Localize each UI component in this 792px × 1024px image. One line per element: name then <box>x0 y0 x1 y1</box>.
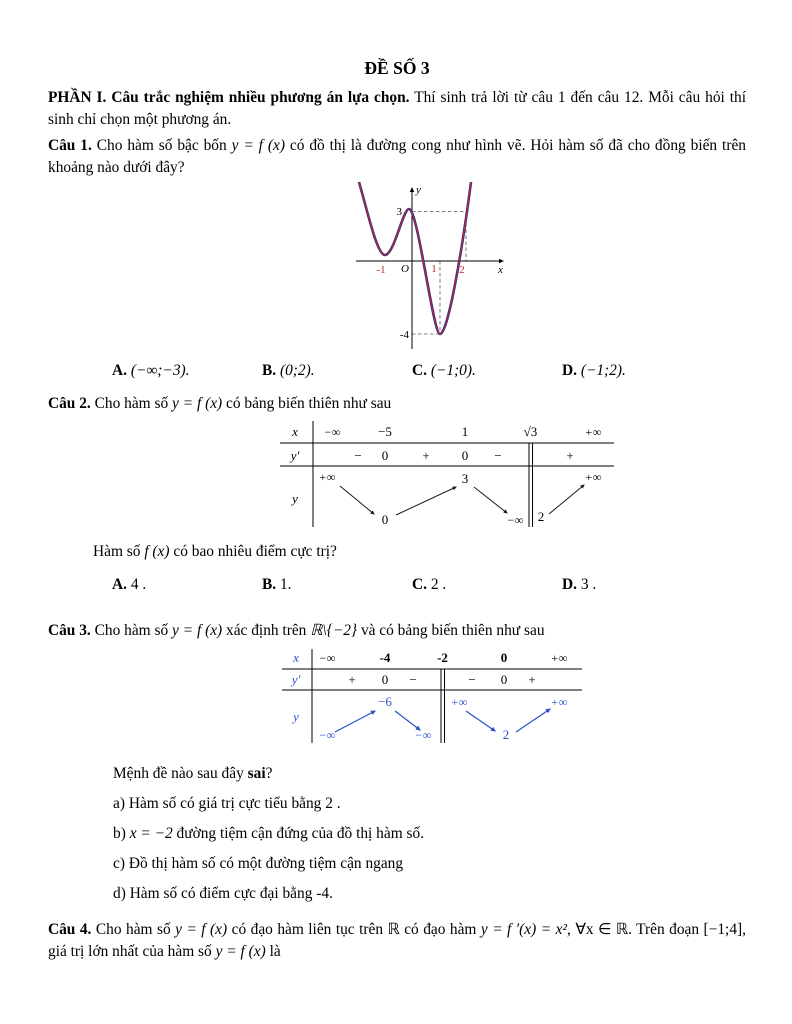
y-val: +∞ <box>318 469 336 484</box>
part1-instructions: Thí sinh trả lời từ câu 1 đến câu 12. Mỗi câu hỏi thí sinh chỉ chọn một phương án. <box>48 89 746 128</box>
question-3-label: Câu 3. <box>48 621 91 639</box>
question-1-text: Cho hàm số bậc bốn <box>96 136 227 154</box>
q1-answers <box>112 360 746 382</box>
q1-answer-c-key: C. <box>412 361 427 379</box>
question-4-text-5: , giá trị lớn nhất của hàm số <box>48 921 747 961</box>
question-4-math: y = f (x) <box>175 921 228 939</box>
y-val: −6 <box>378 694 392 710</box>
row-label-x: x <box>293 650 299 666</box>
y-val: −∞ <box>318 728 336 743</box>
q3-option-b-key: b) <box>113 825 126 843</box>
table-arrows <box>335 709 550 732</box>
q1-answer-a-key: A. <box>112 361 127 379</box>
q2-subquestion <box>93 543 746 561</box>
q1-answer-b <box>262 360 412 382</box>
question-3-text-2: xác định trên <box>226 621 307 639</box>
q3-statement-qmark: ? <box>265 765 273 783</box>
q1-answer-b-key: B. <box>262 361 277 379</box>
q1-answer-a-text: (−∞;−3). <box>130 361 190 379</box>
x-val: +∞ <box>550 651 568 666</box>
question-3-math: y = f (x) <box>172 621 223 639</box>
table-y-values <box>319 470 602 527</box>
y-val: +∞ <box>450 695 468 710</box>
question-4-label: Câu 4. <box>48 921 92 939</box>
q2-subquestion-text: Hàm số <box>93 542 141 560</box>
q2-answer-c-text: 2 . <box>430 575 447 593</box>
q3-option-a-key: a) <box>113 795 125 813</box>
q2-answer-a <box>112 574 262 596</box>
question-3-math-2: ℝ\{−2} <box>310 621 358 639</box>
question-4-text-6: là <box>269 943 281 961</box>
q2-answer-b <box>262 574 412 596</box>
q3-option-c <box>113 855 746 873</box>
q3-option-c-text: Đồ thị hàm số có một đường tiệm cận ngang <box>128 855 404 873</box>
table-x-values <box>324 424 602 439</box>
q2-answer-b-text: 1. <box>279 575 292 593</box>
question-4-text-4: Trên đoạn <box>636 921 700 939</box>
q1-graph-figure <box>348 181 746 353</box>
sign: + <box>528 672 536 688</box>
row-label-y-prime: y′ <box>290 447 300 463</box>
q3-statement-question <box>113 765 746 783</box>
table-y-values <box>319 694 568 742</box>
x-val: 0 <box>500 650 508 666</box>
question-4 <box>48 919 746 963</box>
x-val: −5 <box>378 423 392 439</box>
y-val: 3 <box>461 470 469 486</box>
y-val: +∞ <box>584 469 602 484</box>
q3-variation-table-figure <box>282 647 746 750</box>
sign: 0 <box>461 447 469 463</box>
q1-answer-b-text: (0;2). <box>279 361 315 379</box>
question-2-label: Câu 2. <box>48 395 91 413</box>
x-val: +∞ <box>584 424 602 439</box>
q1-answer-d-key: D. <box>562 361 577 379</box>
q1-answer-c <box>412 360 562 382</box>
q3-option-d <box>113 885 746 903</box>
y-val: 2 <box>502 727 510 743</box>
row-label-y: y <box>292 490 298 506</box>
q2-answer-c-key: C. <box>412 575 427 593</box>
sign: + <box>566 447 574 463</box>
q2-answer-d-key: D. <box>562 575 577 593</box>
table-sign-row <box>348 672 535 687</box>
question-2-text-2: có bảng biến thiên như sau <box>226 395 392 413</box>
q2-answer-d <box>562 574 596 596</box>
q2-subquestion-math: f (x) <box>144 542 170 560</box>
row-label-y-prime: y′ <box>291 672 301 688</box>
q3-option-a <box>113 795 746 813</box>
row-label-y: y <box>293 709 299 725</box>
tick-y-neg4: -4 <box>399 328 409 341</box>
q3-option-a-text: Hàm số có giá trị cực tiểu bằng 2 . <box>128 795 341 813</box>
y-val: 0 <box>381 511 389 527</box>
question-2-math: y = f (x) <box>172 395 223 413</box>
part1-heading: PHẦN I. Câu trắc nghiệm nhiều phương án lựa chọn. <box>48 89 410 106</box>
sign: − <box>409 672 417 688</box>
q2-answer-c <box>412 574 562 596</box>
q3-statement-bold: sai <box>247 765 266 783</box>
q2-answer-b-key: B. <box>262 575 277 593</box>
q2-answer-d-text: 3 . <box>580 575 597 593</box>
q2-variation-table-figure <box>280 419 746 534</box>
question-3-text: Cho hàm số <box>94 621 169 639</box>
q2-subquestion-text-2: có bao nhiêu điểm cực trị? <box>173 542 337 560</box>
table-row-labels <box>289 424 300 506</box>
x-val: −∞ <box>323 424 341 439</box>
q3-statement-text: Mệnh đề nào sau đây <box>113 765 244 783</box>
question-4-text-2: có đạo hàm liên tục trên <box>231 921 384 939</box>
table-arrows <box>340 485 584 515</box>
question-4-text: Cho hàm số <box>95 921 171 939</box>
x-val: 1 <box>461 423 469 439</box>
question-4-text-3: có đạo hàm <box>404 921 477 939</box>
question-4-math-6: y = f (x) <box>215 943 266 961</box>
q1-function-graph <box>348 181 516 353</box>
q3-option-b <box>113 825 746 843</box>
sign: − <box>468 672 476 688</box>
sign: − <box>494 447 502 463</box>
x-val: -2 <box>437 650 448 666</box>
q2-variation-table <box>280 419 614 529</box>
sign: + <box>422 447 430 463</box>
q3-option-d-text: Hàm số có điểm cực đại bằng -4. <box>129 885 333 903</box>
part1-intro <box>48 87 746 131</box>
sign: − <box>354 447 362 463</box>
tick-x-neg1: -1 <box>376 263 386 276</box>
table-sign-row <box>354 448 573 463</box>
q3-option-b-text: đường tiệm cận đứng của đồ thị hàm số. <box>176 825 425 843</box>
q1-answer-a <box>112 360 262 382</box>
q1-answer-d <box>562 360 626 382</box>
question-3 <box>48 620 746 642</box>
y-val: +∞ <box>550 695 568 710</box>
q3-variation-table <box>282 647 582 745</box>
sign: 0 <box>500 672 508 688</box>
question-1-text-2: có đồ thị là đường cong như hình vẽ. Hỏi hàm số đã cho đồng biến trên khoảng nào dưới đây? <box>48 136 746 176</box>
tick-x-1: 1 <box>431 262 437 275</box>
q2-answers <box>112 574 746 596</box>
tick-x-2: 2 <box>459 263 465 276</box>
question-1 <box>48 135 746 179</box>
sign: 0 <box>381 672 389 688</box>
table-row-labels <box>290 650 301 724</box>
y-axis-label: y <box>416 183 421 196</box>
page-title: ĐỀ SỐ 3 <box>364 58 430 78</box>
question-4-math-3: y = f ′(x) = x² <box>480 921 568 939</box>
q1-answer-d-text: (−1;2). <box>580 361 626 379</box>
question-2 <box>48 393 746 415</box>
question-3-text-3: và có bảng biến thiên như sau <box>360 621 545 639</box>
q3-option-b-math: x = −2 <box>129 825 173 843</box>
sign: + <box>348 672 356 688</box>
row-label-x: x <box>292 423 298 439</box>
x-axis-label: x <box>498 263 503 276</box>
x-val: √3 <box>523 423 538 439</box>
question-2-text: Cho hàm số <box>94 395 169 413</box>
q2-answer-a-text: 4 . <box>130 575 147 593</box>
origin-label: O <box>401 262 409 275</box>
question-4-math-4: , ∀x ∈ ℝ. <box>567 921 632 939</box>
q1-answer-c-text: (−1;0). <box>430 361 476 379</box>
y-val: −∞ <box>414 728 432 743</box>
q3-option-c-key: c) <box>113 855 125 873</box>
q2-answer-a-key: A. <box>112 575 127 593</box>
sign: 0 <box>381 447 389 463</box>
y-val: 2 <box>537 508 545 524</box>
question-1-math: y = f (x) <box>231 136 285 154</box>
question-1-label: Câu 1. <box>48 136 92 154</box>
question-4-math-2: ℝ <box>387 921 400 939</box>
question-4-math-5: [−1;4] <box>703 921 743 939</box>
x-val: -4 <box>379 650 391 666</box>
quartic-curve <box>359 182 471 334</box>
table-x-values <box>319 650 568 665</box>
x-val: −∞ <box>318 651 336 666</box>
y-val: −∞ <box>506 512 524 527</box>
tick-y-3: 3 <box>396 205 402 218</box>
q3-option-d-key: d) <box>113 885 126 903</box>
